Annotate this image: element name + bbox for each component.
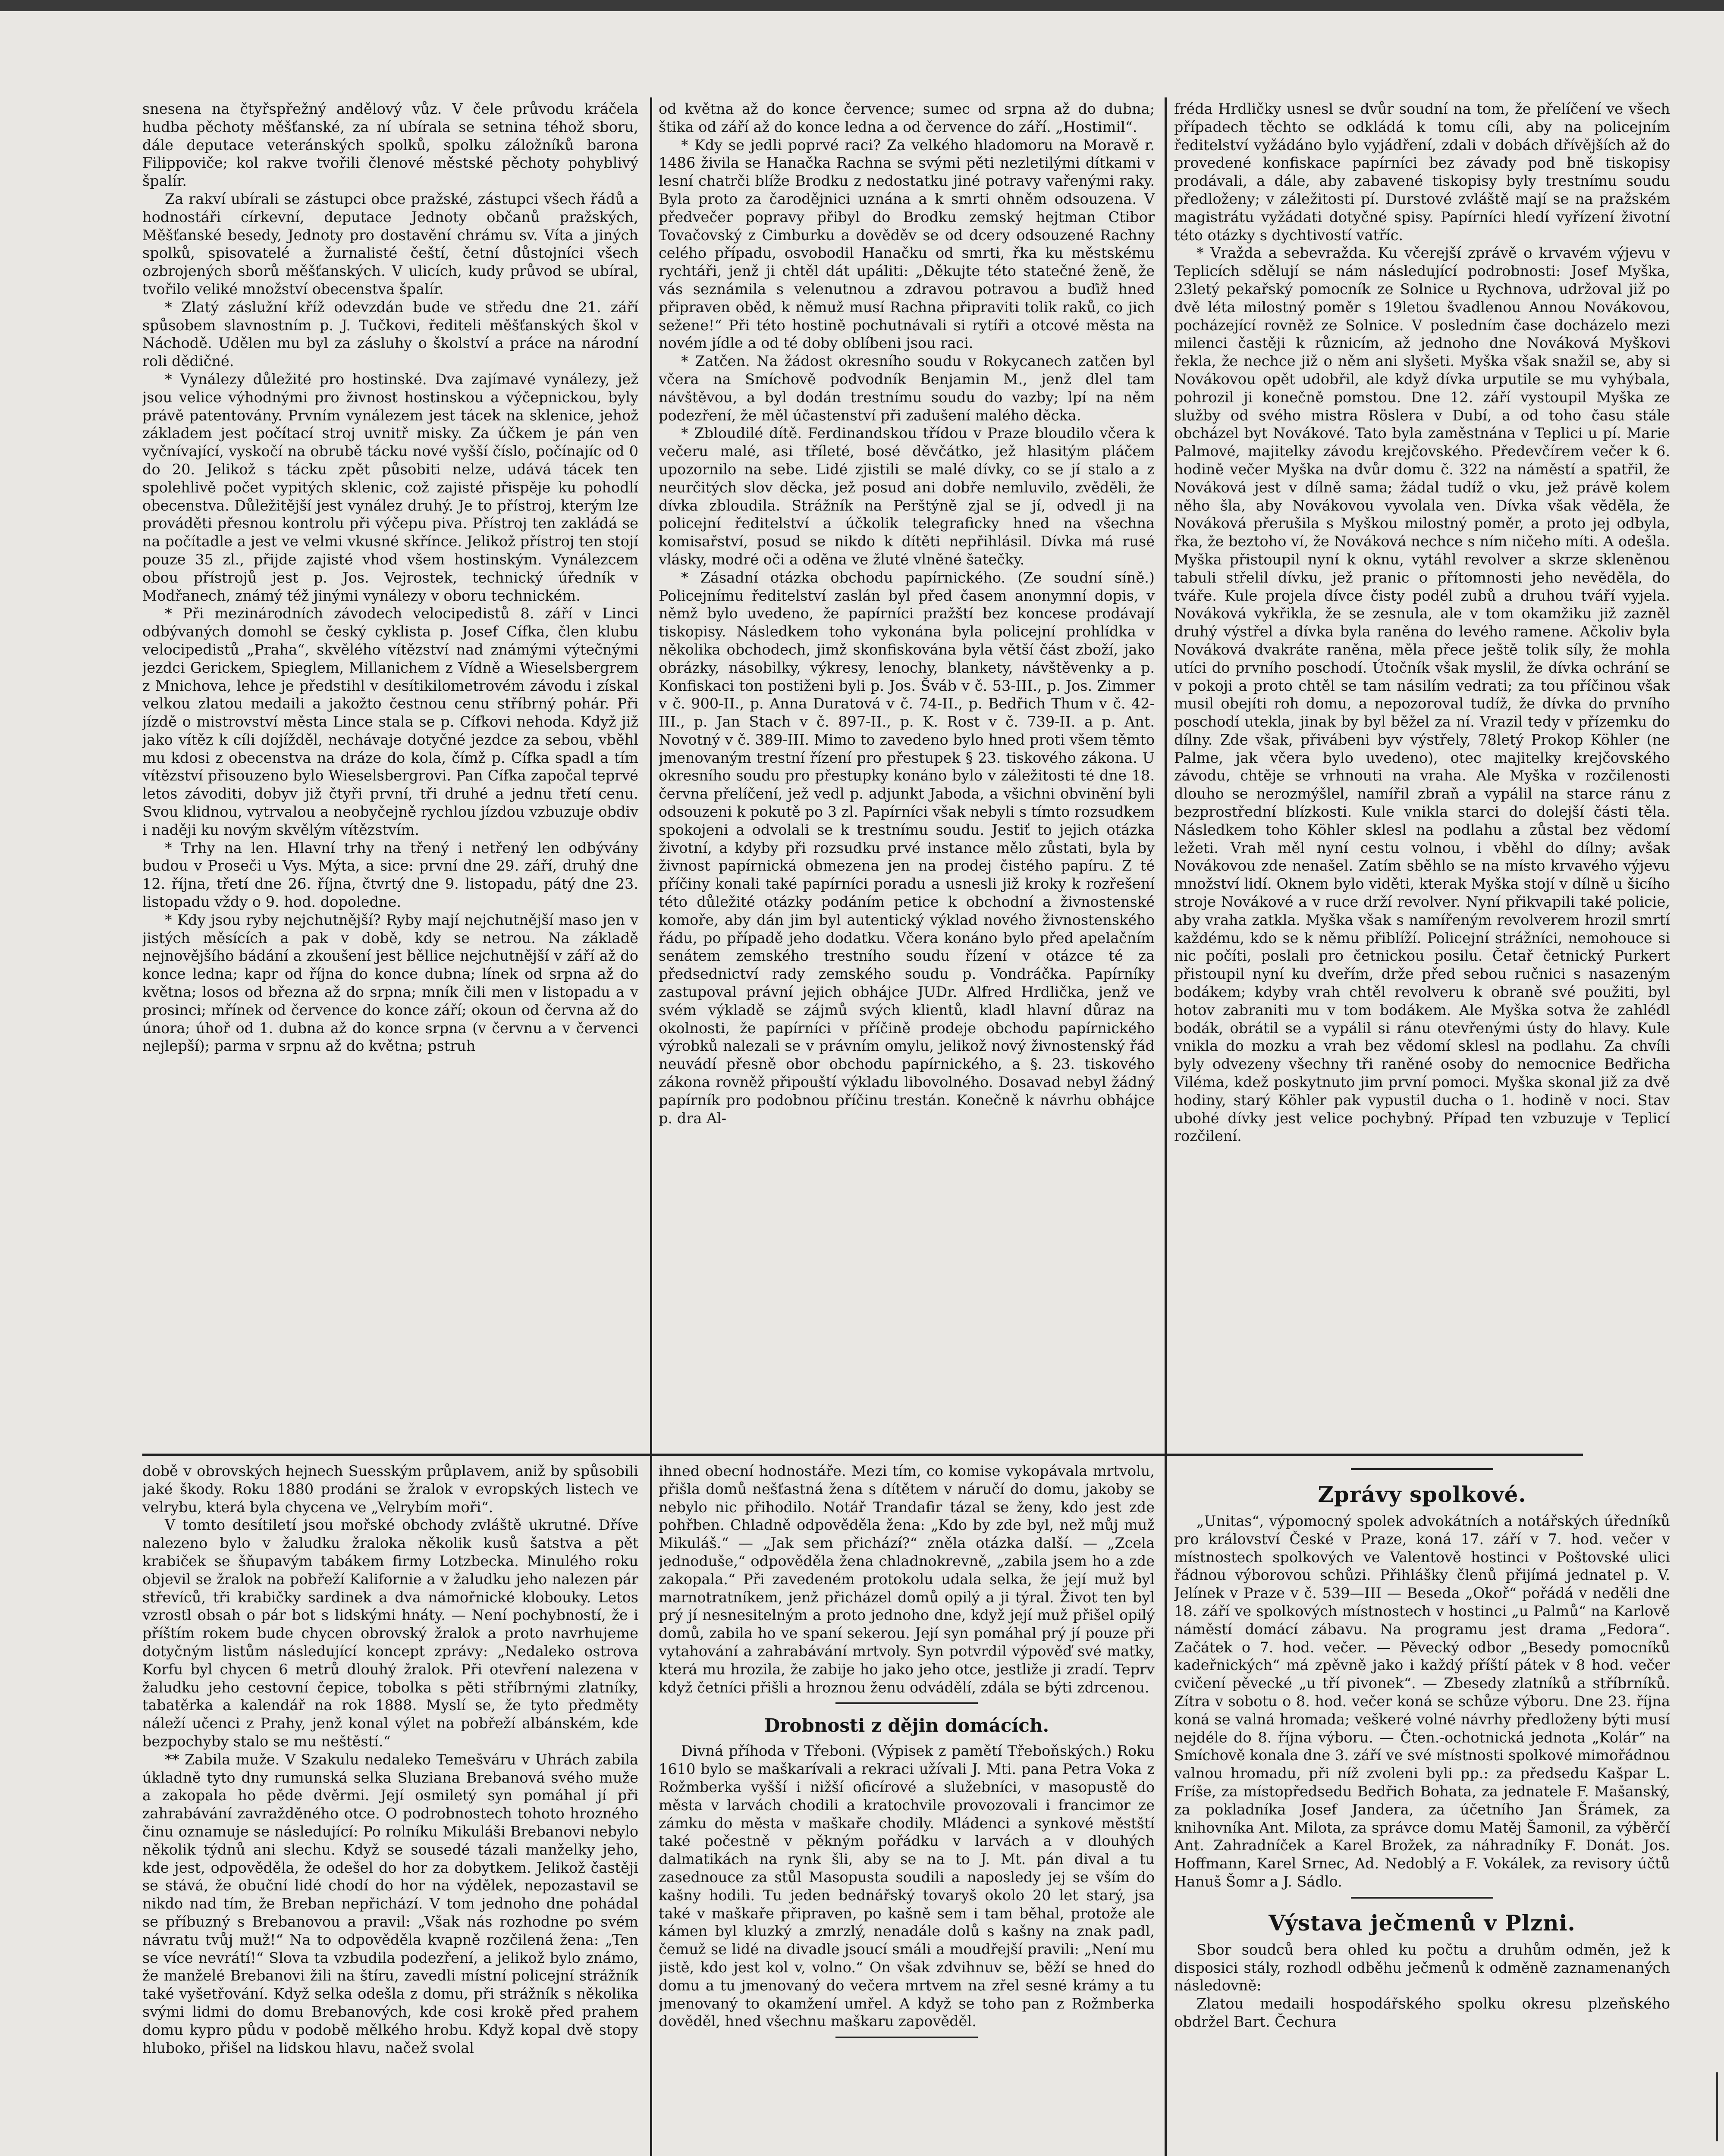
article-paragraph: * Vynálezy důležité pro hostinské. Dva zajímavé vynálezy, jež jsou velice výhodnými pro živnost hostinskou a výčepnickou, byly právě patentovány. Prvním vynálezem jest tácek na sklenice, jehož základem jest počítací stroj uvnitř misky. Za účkem je pán ven vyčnívající, vyskočí na obrubě tácku nové vyšší číslo, počínajíc od 0 do 20. Jelikož s tácku zpět působiti nelze, udává tácek ten spolehlivě počet vypitých sklenic, což zajisté přispěje ku pohodlí obecenstva. Důležitější jest vynález druhý. Je to přístroj, kterým lze prováděti přesnou kontrolu při výčepu piva. Přístroj ten zakládá se na počítadle a jest ve velmi vkusné skřínce. Jelikož přístroj ten stojí pouze 35 zl., přijde zajisté vhod všem hostinským. Vynálezcem obou přístrojů jest p. Jos. Vejrostek, technický úředník v Modřanech, známý též jinými vynálezy v oboru technickém.: [142, 370, 638, 604]
scan-edge: [0, 0, 1724, 11]
divider-right: [1351, 1897, 1493, 1899]
article-paragraph: době v obrovských hejnech Suesským průplavem, aniž by spůsobili jaké škody. Roku 1880 prodáni se žralok v evropských listech ve velrybu, která byla chycena ve „Velrybím moři“.: [142, 1463, 638, 1516]
column-middle: [659, 100, 1155, 1450]
article-paragraph: Za rakví ubírali se zástupci obce pražské, zástupci všech řádů a hodnostáři církevní, deputace Jednoty občanů pražských, Měšťanské besedy, Jednoty pro dostavění chrámu sv. Víta a jiných spolků, spisovatelé a žurnalisté čeští, četní důstojníci všech ozbrojených sborů měšťanských. V ulicích, kudy průvod se ubíral, tvořilo veliké množství obecenstva špalír.: [142, 190, 638, 298]
article-paragraph: V tomto desítiletí jsou mořské obchody zvláště ukrutné. Dříve nalezeno bylo v žaludku žraloka několik kusů šatstva a pět krabiček se šňupavým tabákem firmy Lotzbecka. Minulého roku objevil se žralok na pobřeží Kalifornie a v žaludku jeho nalezen pár střevíců, tři krabičky sardinek a dva námořnické klobouky. Letos vzrostl obsah o pár bot s lidskými hnáty. — Není pochybností, že i příštím rokem bude chycen obrovský žralok a proto navrhujeme dotyčným listům následující koncept zprávy: „Nedaleko ostrova Korfu byl chycen 6 metrů dlouhý žralok. Při otevření nalezena v žaludku jeho cestovní čepice, tobolka s pěti stříbrnými zlatníky, tabatěrka a kalendář na rok 1888. Myslí se, že tyto předměty náleží učenci z Prahy, jenž konal výlet na pobřeží albánském, kde bezpochyby stalo se mu neštěstí.“: [142, 1517, 638, 1750]
article-paragraph: * Vražda a sebevražda. Ku včerejší zprávě o krvavém výjevu v Teplicích sdělují se nám následující podrobnosti: Josef Myška, 23letý pekařský pomocník ze Solnice u Rychnova, udržoval již po dvě léta milostný poměr s 19letou švadlenou Annou Novákovou, pocházející rovněž ze Solnice. V posledním čase docházelo mezi milenci častěji k různicím, až jednoho dne Nováková Myškovi řekla, že nechce již o něm ani slyšeti. Myška však snažil se, aby si Novákovou opět udobřil, ale když dívka urputile se mu vyhýbala, pohrozil ji konečně pomstou. Dne 12. září vystoupil Myška ze služby od svého mistra Röslera v Dubí, a od toho času stále obcházel byt Novákové. Tato byla zaměstnána v Teplici u pí. Marie Palmové, majitelky závodu krejčovského. Předevčírem večer k 6. hodině večer Myška na dvůr domu č. 322 na náměstí a spatřil, že Nováková jest v dílně sama; žádal tudíž o vku, jež právě kolem něho šla, aby Novákovou vyvolala ven. Dívka však věděla, že Nováková přerušila s Myškou milostný poměr, a proto jej odbyla, řka, že beztoho ví, že Nováková nechce s ním ničeho míti. A odešla. Myška přistoupil nyní k oknu, vytáhl revolver a skrze skleněnou tabuli střelil dívku, jež pranic o přítomnosti jeho nevěděla, do tváře. Kule projela dívce čisty podél zubů a druhou tváří vyjela. Nováková vykřikla, že se zesnula, ale v tom okamžiku již zazněl druhý výstřel a dívka byla raněna do levého ramene. Ačkoliv byla Nováková dvakráte raněna, měla přece ještě tolik síly, že mohla utíci do prvního poschodí. Útočník však myslil, že dívka ochrání se v pokoji a proto chtěl se tam násilím vedrati; za tou příčinou však musil obejíti roh domu, a nepozoroval tudíž, že dívka do prvního poschodí utekla, jinak by byl běžel za ní. Vrazil tedy v přízemku do dílny. Zde však, přivábeni byv výstřely, 78letý Prokop Köhler (ne Palme, jak včera bylo uvedeno), otec majitelky krejčovského závodu, chtěje se vrhnouti na vraha. Ale Myška v rozčilenosti dlouho se nerozmýšlel, namířil zbraň a vypálil na starce ránu z bezprostřední blízkosti. Kule vnikla starci do dolejší části těla. Následkem toho Köhler sklesl na podlahu a zůstal bez vědomí ležeti. Vrah měl nyní cestu volnou, i vběhl do dílny; avšak Novákovou zde nenašel. Zatím sběhlo se na místo krvavého výjevu množství lidí. Oknem bylo viděti, kterak Myška stojí v dílně u šicího stroje Novákové a v ruce drží revolver. Nyní přikvapili také policie, aby vraha zatkla. Myška však s namířeným revolverem hrozil smrtí každému, kdo se k němu přiblíží. Policejní strážníci, nemohouce si nic počíti, poslali pro četnickou posilu. Četař četnický Purkert přistoupil nyní ku dveřím, drže před sebou ručnici s nasazeným bodákem; kdyby vrah chtěl revolveru k obraně své použiti, byl hotov zabraniti mu v tom bodákem. Ale Myška sotva že zahlédl bodák, obrátil se a vypálil si ránu otevřenými ústy do hlavy. Kule vnikla do mozku a vrah bez vědomí sklesl na podlahu. Za chvíli byly odvezeny všechny tři raněné osoby do nemocnice Bedřicha Viléma, kdež poskytnuto jim první pomoci. Myška skonal již za dvě hodiny, starý Köhler pak vypustil ducha o 1. hodině v noci. Stav ubohé dívky jest velice pochybný. Případ ten vzbuzuje v Teplicí rozčilení.: [1174, 244, 1670, 1145]
article-paragraph: Zlatou medaili hospodářského spolku okresu plzeňského obdržel Bart. Čechura: [1174, 1995, 1670, 2030]
article-paragraph: Divná příhoda v Třeboni. (Výpisek z pamětí Třeboňských.) Roku 1610 bylo se maškarívali a rekraci užívali J. Mti. pana Petra Voka z Rožmberka vyšší i nižší oficírové a služebníci, v masopustě do města v larvách chodili a kratochvile provozovali i francimor ze zámku do města v maškaře chodily. Mládenci a synkové městští také počestně v pěkným pořádku v larvách a v dlouhých dalmatikách na rynk šli, aby se na to J. Mt. pán dival a tu zasednouce za stůl Masopusta soudili a naposledy jej se vším do kašny hodili. Tu jeden bednářský tovaryš okolo 20 let starý, jsa také v maškaře připraven, po kašně sem i tam běhal, protože ale kámen byl kluzký a zmrzlý, nenadále dolů s kašny na znak padl, čemuž se lidé na divadle jsoucí smáli a moudřejší pravili: „Není mu jistě, kdo jest kol v, volno.“ On však zdvihnuv se, běží se hned do domu a tu jmenovaný do večera mrtvem na zřel sesné krámy a tu jmenovaný to okamžení umřel. A když se toho pan z Rožmberka dověděl, hned všechnu maškaru zapověděl.: [659, 1742, 1155, 2030]
section-rule: [142, 1454, 1583, 1456]
article-paragraph: od května až do konce července; sumec od srpna až do dubna; štika od září až do konce ledna a od července do září. „Hostimil“.: [659, 100, 1155, 135]
article-paragraph: * Trhy na len. Hlavní trhy na třený i netřený len odbývány budou v Proseči u Vys. Mýta, a sice: první dne 29. září, druhý dne 12. října, třetí dne 26. října, čtvrtý dne 9. listopadu, pátý dne 23. listopadu vždy o 9. hod. dopoledne.: [142, 839, 638, 911]
lower-column-middle: [659, 1462, 1155, 2156]
article-paragraph: * Při mezinárodních závodech velocipedistů 8. září v Linci odbývaných domohl se český cyklista p. Josef Cífka, člen klubu velocipedistů „Praha“, skvělého vítězství nad známými výtečnými jezdci Gerickem, Spieglem, Millanichem z Vídně a Wieselsbergrem z Mnichova, lehce je předstihl v desítikilometrovém závodu i získal velkou zlatou medaili a jakožto čestnou cenu stříbrný pohár. Při jízdě o mistrovství města Lince stala se p. Cífkovi nehoda. Když již jako vítěz k cíli dojížděl, nechávaje dotyčné jezdce za sebou, vběhl mu kdosi z obecenstva na dráze do kola, čímž p. Cífka spadl a tím vítězství přisouzeno bylo Wieselsbergrovi. Pan Cífka započal teprvé letos závoditi, dobyv již čtyři první, tři druhé a jednu třetí cenu. Svou klidnou, vytrvalou a neobyčejně rychlou jízdou vzbuzuje obdiv i naději ku novým skvělým vítězstvím.: [142, 605, 638, 838]
society-news: [1174, 1512, 1670, 1891]
history-story: [659, 1742, 1155, 2031]
article-paragraph: * Kdy se jedli poprvé raci? Za velkého hladomoru na Moravě r. 1486 živila se Hanačka Rachna se svými pěti nezletilými dítkami v lesní chatrči blíže Brodku z nedostatku jiné potravy vařenými raky. Byla proto za čarodějnici uznána a k smrti ohněm odsouzena. V předvečer popravy přibyl do Brodku zemský hejtman Ctibor Tovačovský z Cimburku a dověděv se od dcery odsouzené Rachny celého případu, osvobodil Hanačku od smrti, řka ku městskému rychtáři, jenž ji chtěl dát upáliti: „Děkujte této statečné ženě, že vás seznámila s velenutnou a zdravou potravou a buďiž hned připraven oběd, k němuž musí Rachna připraviti tolik raků, co jich sežene!“ Při této hostině pochutnávali si rytíři a otcové města na novém jídle a od té doby oblíbeni jsou raci.: [659, 136, 1155, 352]
lower-column-left: [142, 1462, 638, 2156]
article-paragraph: * Zásadní otázka obchodu papírnického. (Ze soudní síně.) Policejnímu ředitelství zaslán byl před časem anonymní dopis, v němž bylo uvedeno, že papírníci pražští bez koncese prodávají tiskopisy. Následkem toho vykonána byla policejní prohlídka v několika obchodech, jimž skonfiskována byla větší část zboží, jako obrázky, násobilky, výkresy, lenochy, blankety, návštěvenky a p. Konfiskaci ton postiženi byli p. Jos. Šváb v č. 53-III., p. Jos. Zimmer v č. 900-II., p. Anna Duratová v č. 74-II., p. Bedřich Thum v č. 42-III., p. Jan Stach v č. 897-II., p. K. Rost v č. 739-II. a p. Ant. Novotný v č. 389-III. Mimo to zavedeno bylo hned proti všem těmto jmenovaným trestní řízení pro přestupek § 23. tiskového zákona. U okresního soudu pro přestupky konáno bylo v záležitosti té dne 18. června přelíčení, jež vedl p. adjunkt Jaboda, a všichni obvinění byli odsouzeni k pokutě po 3 zl. Papírníci však nebyli s tímto rozsudkem spokojeni a odvolali se k trestnímu soudu. Jestiť to jejich otázka životní, a kdyby při rozsudku prvé instance mělo zůstati, byla by živnost papírnická obmezena jen na prodej čistého papíru. Z té příčiny konali také papírníci poradu a usnesli již kroky k rozřešení této důležité otázky podáním petice k obchodní a živnostenské komoře, aby dán jim byl autentický výklad nového živnostenského řádu, po případě jeho dodatku. Včera konáno bylo před apelačním senátem zemského trestního soudu řízení v otázce té za předsednictví rady zemského soudu p. Vondráčka. Papírníky zastupoval právní jejich obhájce JUDr. Alfred Hrdlička, jenž ve svém výkladě se zájmů svých klientů, kladl hlavní důraz na okolnosti, že papírníci v příčině prodeje obchodu papírnického výrobků nalezali se v právním omylu, jelikož nový živnostenský řád neuvádí přesně obor obchodu papírnického, a §. 23. tiskového zákona rovněž připouští výkladu libovolného. Dosavad nebyl žádný papírník pro podobnou příčinu trestán. Konečně k návrhu obhájce p. dra Al-: [659, 569, 1155, 1127]
article-paragraph: * Kdy jsou ryby nejchutnější? Ryby mají nejchutnější maso jen v jistých měsících a pak v době, kdy se netrou. Na základě nejnovějšího bádání a zkoušení jest běllice nejchutnější v září až do konce ledna; kapr od října do konce dubna; línek od srpna až do května; losos od března až do srpna; mník čili men v listopadu a v prosinci; mřínek od července do konce září; okoun od června až do února; úhoř od 1. dubna až do konce srpna (v červnu a v červenci nejlepší); parma v srpnu až do května; pstruh: [142, 911, 638, 1055]
article-paragraph: „Unitas“, výpomocný spolek advokátních a notářských úředníků pro království České v Praze, koná 17. září v 7. hod. večer v místnostech spolkových ve Valentově hostinci v Poštovské ulici řádnou výborovou schůzi. Přihlášky členů přijímá jednatel p. V. Jelínek v Praze v č. 539—III — Beseda „Okoř“ pořádá v neděli dne 18. září ve spolkových místnostech v hostinci „u Palmů“ na Karlově náměstí domácí zábavu. Na programu jest drama „Fedora“. Začátek o 7. hod. večer. — Pěvecký odbor „Besedy pomocníků kadeřnických“ má zpěvně jako i každý příští pátek v 8 hod. večer cvičení pěvecké „u tří pivonek“. — Zbesedy zlatníků a stříbrníků. Zítra v sobotu o 8. hod. večer koná se schůze výboru. Dne 23. října koná se valná hromada; veškeré volné návrhy předloženy býti musí nejdéle do 8. října výboru. — Čten.-ochotnická jednota „Kolár“ na Smíchově konala dne 3. září ve své místnosti spolkové mimořádnou valnou hromadu, při níž zvoleni byli pp.: za předsedu Kašpar L. Fríše, za místopředsedu Bedřich Bohata, za jednatele F. Mašanský, za pokladníka Josef Jandera, za účetního Jan Šrámek, za knihovníka Ant. Milota, za správce domu Matěj Šamonil, za výběrčí Ant. Zahradníček a Karel Brožek, za náhradníky F. Donát. Jos. Hoffmann, Karel Srnec, Ad. Nedoblý a F. Vokálek, za revisory účtů Hanuš Šomr a J. Sádlo.: [1174, 1513, 1670, 1890]
divider-end: [835, 2037, 978, 2038]
section-heading-history: Drobnosti z dějin domácích.: [764, 1715, 1049, 1736]
divider: [835, 1702, 978, 1704]
article-paragraph: Sbor soudců bera ohled ku počtu a druhům odměn, jež k disposici stály, rozhodl odběhu ječmenů k odměně zaznamenaných následovně:: [1174, 1941, 1670, 1994]
column-left: [142, 100, 638, 1450]
lower-column-right: [1174, 1462, 1670, 2156]
section-heading-societies: Zprávy spolkové.: [1318, 1482, 1526, 1507]
barley-exhibition: [1174, 1941, 1670, 2031]
article-paragraph: * Zbloudilé dítě. Ferdinandskou třídou v Praze bloudilo včera k večeru malé, asi tříleté, bosé děvčátko, jež hlasitým pláčem upozornilo na sebe. Lidé zjistili se malé dívky, co se jí stalo a z neurčitých slov děcka, jež posud ani dobře nemluvilo, zvěděli, že dívka zbloudila. Strážník na Perštýně zjal se jí, odvedl ji na policejní ředitelství a účkolik telegraficky hned na všechna komisařství, posud se nikdo k dítěti nepřihlásil. Dívka má rusé vlásky, modré oči a oděna ve žluté vlněné šatečky.: [659, 425, 1155, 568]
article-paragraph: ihned obecní hodnostáře. Mezi tím, co komise vykopávala mrtvolu, přišla domů nešťastná žena s dítětem v náručí do domu, jakoby se nebylo nic přihodilo. Notář Trandafir tázal se ženy, kdo jest zde pohřben. Chladně odpověděla žena: „Kdo by zde byl, než můj muž Mikuláš.“ — „Jak sem přichází?“ zněla otázka další. — „Zcela jednoduše,“ odpověděla žena chladnokrevně, „zabila jsem ho a zde zakopala.“ Při zavedeném protokolu udala selka, že její muž byl marnotratníkem, jenž přicházel domů opilý a ji týral. Život ten byl prý jí nesnesitelným a proto jednoho dne, když její muž přišel opilý domů, zabila ho ve spaní sekerou. Její syn pomáhal prý jí pouze při vytahování a zahrabávání mrtvoly. Syn potvrdil výpověď své matky, která mu hrozila, že zabije ho jako jeho otce, jestliže ji zradí. Teprv když četníci přišli a hroznou ženu odvádělí, zdála se býti zdrcenou.: [659, 1463, 1155, 1696]
column-right: [1174, 100, 1670, 1450]
article-paragraph: * Zatčen. Na žádost okresního soudu v Rokycanech zatčen byl včera na Smíchově podvodník Benjamin M., jenž dlel tam návštěvou, a byl dodán trestnímu soudu do vazby; lpí na něm podezření, že měl účastenství při zadušení malého děcka.: [659, 353, 1155, 424]
article-paragraph: fréda Hrdličky usnesl se dvůr soudní na tom, že přelíčení ve všech případech těchto se odkládá k tomu cíli, aby na policejním ředitelství vyžádáno bylo vyjádření, zdali v dobách dřívějších až do provedené konfiskace papírníci bez závady pod bně tiskopisy prodávali, a dále, aby zabavené tiskopisy byly trestnímu soudu předloženy; v záležitosti pí. Durstové zvláště mají se na pražském magistrátu vyžádati dotyčné spisy. Papírníci hledí vyřízení životní této otázky s dychtivostí vatříc.: [1174, 100, 1670, 244]
article-paragraph: * Zlatý záslužní kříž odevzdán bude ve středu dne 21. září spůsobem slavnostním p. J. Tučkovi, řediteli měšťanských škol v Náchodě. Udělen mu byl za zásluhy o školství a práce na národní roli dědičné.: [142, 298, 638, 370]
lower-middle-text: [659, 1462, 1155, 1696]
margin-mark: [1716, 2072, 1718, 2141]
newspaper-page: [0, 11, 1724, 2156]
divider-right-top: [1351, 1468, 1493, 1470]
column-rule-left: [650, 97, 652, 2156]
article-paragraph: snesena na čtyřspřežný andělový vůz. V čele průvodu kráčela hudba pěchoty měšťanské, za ní ubírala se setnina téhož sboru, dále deputace veteránských spolků, spolku záložníků barona Filippoviče; kol rakve tvořili členové městské pěchoty pohyblivý špalír.: [142, 100, 638, 190]
section-heading-barley: Výstava ječmenů v Plzni.: [1269, 1910, 1576, 1936]
column-rule-right: [1165, 97, 1167, 2156]
article-paragraph: ** Zabila muže. V Szakulu nedaleko Temešváru v Uhrách zabila úkladně tyto dny rumunská selka Sluziana Brebanová svého muže a zakopala ho pěde dvěrmi. Její osmiletý syn pomáhal jí při zahrabávání zavražděného otce. O podrobnostech tohoto hrozného činu oznamuje se následující: Po rolníku Mikuláši Brebanovi nebylo několik týdnů ani slechu. Když se sousedé tázali manželky jeho, kde jest, odpověděla, že odešel do hor za dobytkem. Jelikož častěji se stává, že obuční lidé chodí do hor na výdělek, nepozastavil se nikdo nad tím, že Breban nepřichází. V tom jednoho dne pohádal se příbuzný s Brebanovou a pravil: „Však nás rozhodne po svém návratu tvůj muž!“ Na to odpověděla kvapně rozčilená žena: „Ten se více nevrátí!“ Slova ta vzbudila podezření, a jelikož bylo známo, že manželé Brebanovi žili na štíru, zavedli místní policejní strážník také vyšetřování. Když selka odešla z domu, při strážník s několika svými lidmi do domu Brebanových, kde cosi krokě před prahem domu kypro půdu v podobě mělkého hrobu. Když kopal dvě stopy hluboko, přišel na lidskou hlavu, načež svolal: [142, 1751, 638, 2056]
